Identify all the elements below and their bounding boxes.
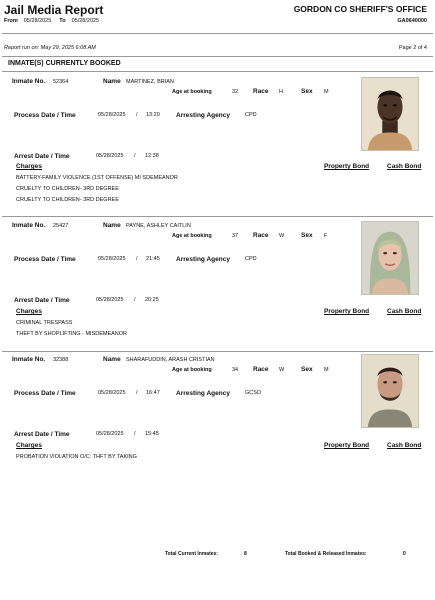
- arresting-agency-label: Arresting Agency: [176, 390, 230, 397]
- arrest-slash: /: [134, 297, 136, 303]
- process-date-value: 05/28/2025: [98, 390, 126, 396]
- arrest-time-value: 15:45: [145, 431, 159, 437]
- arresting-agency-value: CPD: [245, 112, 257, 118]
- total-booked-released-label: Total Booked & Released Inmates:: [285, 551, 367, 557]
- sex-value: M: [324, 367, 329, 373]
- report-title: Jail Media Report: [4, 3, 104, 17]
- arrest-date-label: Arrest Date / Time: [14, 431, 70, 438]
- age-label: Age at booking: [172, 89, 212, 95]
- sex-label: Sex: [301, 366, 313, 373]
- process-slash: /: [136, 256, 138, 262]
- charge-item: CRUELTY TO CHILDREN- 3RD DEGREE: [16, 186, 119, 192]
- arrest-time-value: 20:25: [145, 297, 159, 303]
- sex-value: M: [324, 89, 329, 95]
- race-label: Race: [253, 232, 269, 239]
- section-title: INMATE(S) CURRENTLY BOOKED: [8, 60, 121, 67]
- inmate-no-value: 25427: [53, 223, 69, 229]
- process-date-value: 05/28/2025: [98, 256, 126, 262]
- charge-item: BATTERY-FAMILY VIOLENCE (1ST OFFENSE) MI SDEMEANOR: [16, 175, 178, 181]
- arrest-time-value: 12:38: [145, 153, 159, 159]
- process-time-value: 13:20: [146, 112, 160, 118]
- section-underline: [2, 71, 433, 72]
- race-value: H: [279, 89, 283, 95]
- age-value: 34: [232, 367, 239, 373]
- sex-value: F: [324, 233, 328, 239]
- arrest-date-value: 05/28/2025: [96, 431, 124, 437]
- race-value: W: [279, 367, 285, 373]
- record-divider: [2, 351, 433, 352]
- charge-item: CRUELTY TO CHILDREN- 3RD DEGREE: [16, 197, 119, 203]
- age-value: 32: [232, 89, 239, 95]
- mugshot-photo: [361, 354, 419, 428]
- arrest-date-value: 05/28/2025: [96, 297, 124, 303]
- mugshot-photo: [361, 77, 419, 151]
- cash-bond-label: Cash Bond: [387, 163, 422, 170]
- name-label: Name: [103, 356, 121, 363]
- to-label: To: [59, 18, 66, 24]
- process-slash: /: [136, 112, 138, 118]
- arresting-agency-value: GCSO: [245, 390, 262, 396]
- arresting-agency-label: Arresting Agency: [176, 112, 230, 119]
- date-range: [4, 18, 107, 24]
- inmate-no-label: Inmate No.: [12, 356, 46, 363]
- name-value: PAYNE, ASHLEY CAITLIN: [126, 223, 191, 229]
- ori-code: GA0640000: [397, 18, 427, 24]
- arresting-agency-value: CPD: [245, 256, 257, 262]
- charges-label: Charges: [16, 442, 43, 449]
- inmate-no-label: Inmate No.: [12, 78, 46, 85]
- section-divider: [2, 56, 433, 57]
- process-time-value: 21:45: [146, 256, 160, 262]
- process-date-label: Process Date / Time: [14, 256, 76, 263]
- age-value: 37: [232, 233, 239, 239]
- name-label: Name: [103, 78, 121, 85]
- record-divider: [2, 216, 433, 217]
- property-bond-label: Property Bond: [324, 163, 370, 170]
- arrest-slash: /: [134, 431, 136, 437]
- race-value: W: [279, 233, 285, 239]
- age-label: Age at booking: [172, 233, 212, 239]
- charges-label: Charges: [16, 308, 43, 315]
- inmate-no-label: Inmate No.: [12, 222, 46, 229]
- sex-label: Sex: [301, 232, 313, 239]
- arrest-slash: /: [134, 153, 136, 159]
- property-bond-label: Property Bond: [324, 308, 370, 315]
- charge-item: PROBATION VIOLATION O/C: THFT BY TAKING: [16, 454, 137, 460]
- report-run-on: Report run on: May 29, 2025 6:08 AM: [4, 45, 96, 51]
- from-date: 05/28/2025: [23, 18, 52, 24]
- office-name: GORDON CO SHERIFF'S OFFICE: [293, 4, 427, 14]
- arrest-date-value: 05/28/2025: [96, 153, 124, 159]
- name-value: SHARAFUDDIN, ARASH CRISTIAN: [126, 357, 215, 363]
- header-divider: [2, 33, 433, 34]
- from-label: From: [4, 18, 18, 24]
- process-time-value: 16:47: [146, 390, 160, 396]
- page-number: Page 2 of 4: [398, 45, 427, 51]
- arrest-date-label: Arrest Date / Time: [14, 153, 70, 160]
- to-date: 05/28/2025: [71, 18, 100, 24]
- process-date-label: Process Date / Time: [14, 112, 76, 119]
- inmate-no-value: 52364: [53, 79, 69, 85]
- race-label: Race: [253, 88, 269, 95]
- property-bond-label: Property Bond: [324, 442, 370, 449]
- charge-item: CRIMINAL TRESPASS: [16, 320, 73, 326]
- process-slash: /: [136, 390, 138, 396]
- race-label: Race: [253, 366, 269, 373]
- arrest-date-label: Arrest Date / Time: [14, 297, 70, 304]
- cash-bond-label: Cash Bond: [387, 442, 422, 449]
- total-current-value: 8: [244, 551, 247, 557]
- process-date-value: 05/28/2025: [98, 112, 126, 118]
- cash-bond-label: Cash Bond: [387, 308, 422, 315]
- inmate-no-value: 32388: [53, 357, 69, 363]
- age-label: Age at booking: [172, 367, 212, 373]
- process-date-label: Process Date / Time: [14, 390, 76, 397]
- charge-item: THEFT BY SHOPLIFTING - MISDEMEANOR: [16, 331, 128, 337]
- sex-label: Sex: [301, 88, 313, 95]
- name-value: MARTINEZ, BRIAN: [126, 79, 174, 85]
- name-label: Name: [103, 222, 121, 229]
- total-booked-released-value: 0: [403, 551, 406, 557]
- mugshot-photo: [361, 221, 419, 295]
- arresting-agency-label: Arresting Agency: [176, 256, 230, 263]
- charges-label: Charges: [16, 163, 43, 170]
- total-current-label: Total Current Inmates:: [165, 551, 218, 557]
